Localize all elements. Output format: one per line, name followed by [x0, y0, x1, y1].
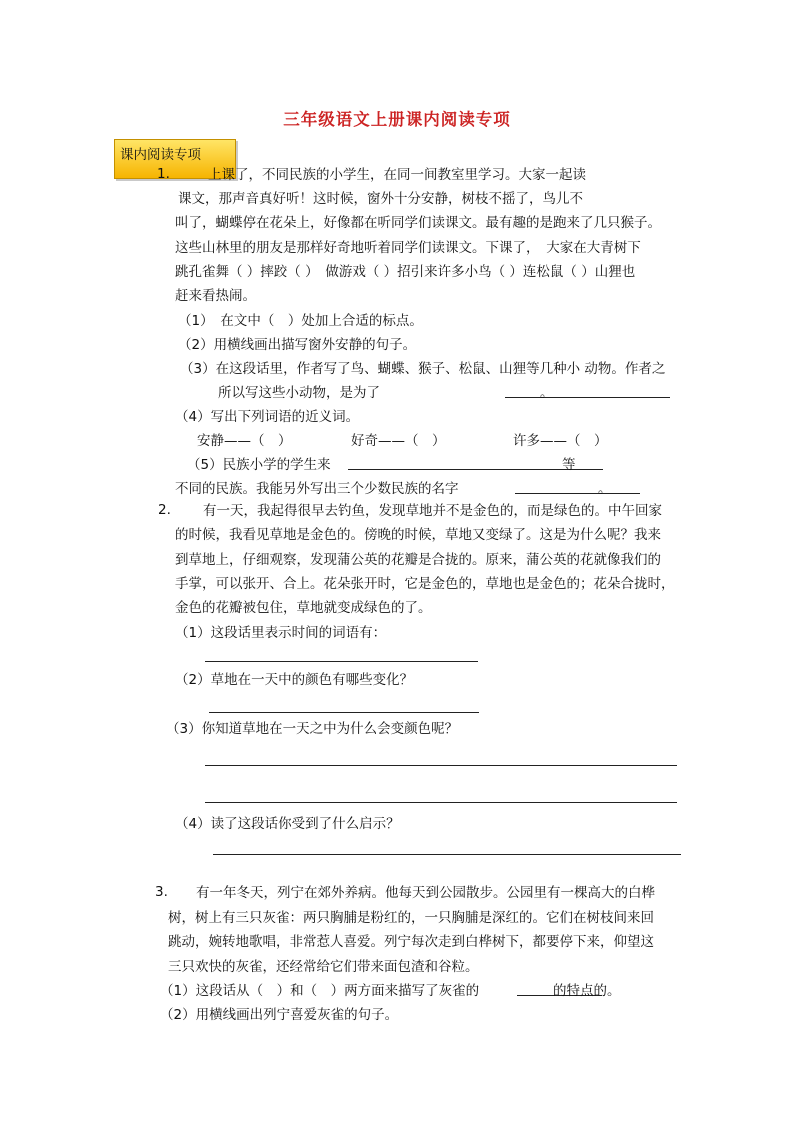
- q1-subquestion-3-cont: 所以写这些小动物，是为了: [218, 385, 380, 401]
- synonym-item-1: 安静——（ ）: [197, 433, 292, 449]
- q2-subquestion-3: （3）你知道草地在一天之中为什么会变颜色呢？: [166, 721, 459, 737]
- answer-line[interactable]: [205, 802, 677, 803]
- q1-subquestion-1: （1） 在文中（ ）处加上合适的标点。: [178, 313, 423, 329]
- q2-number: 2.: [158, 502, 171, 518]
- answer-line[interactable]: [205, 661, 478, 662]
- q1-paragraph-line: 跳孔雀舞（ ）摔跤（ ） 做游戏（ ）招引来许多小鸟（ ）连松鼠（ ）山狸也: [175, 264, 636, 280]
- q3-number: 3.: [155, 884, 168, 900]
- q1-s3-end: 。: [540, 385, 554, 401]
- q1-paragraph-line: 叫了，蝴蝶停在花朵上，好像都在听同学们读课文。最有趣的是跑来了几只猴子。: [175, 215, 661, 231]
- q3-s1-end: 的特点的。: [553, 983, 621, 999]
- q3-subquestion-2: （2）用横线画出列宁喜爱灰雀的句子。: [160, 1007, 399, 1023]
- q1-subquestion-5-cont: 不同的民族。我能另外写出三个少数民族的名字: [175, 481, 459, 497]
- q3-subquestion-1: （1）这段话从（ ）和（ ）两方面来描写了灰雀的: [160, 983, 480, 999]
- q1-s5-etc: 等: [562, 457, 576, 473]
- q1-subquestion-5: （5）民族小学的学生来: [187, 457, 331, 473]
- q2-subquestion-1: （1）这段话里表示时间的词语有：: [175, 625, 387, 641]
- answer-line[interactable]: [505, 397, 670, 398]
- section-tag-label: 课内阅读专项: [120, 147, 201, 163]
- q2-paragraph-line: 到草地上，仔细观察，发现蒲公英的花瓣是合拢的。原来，蒲公英的花就像我们的: [175, 552, 661, 568]
- q1-s5-end: 。: [598, 481, 612, 497]
- q1-paragraph-line: 赶来看热闹。: [175, 288, 256, 304]
- q2-paragraph-line: 金色的花瓣被包住，草地就变成绿色的了。: [175, 600, 432, 616]
- synonym-item-3: 许多——（ ）: [513, 433, 608, 449]
- q1-subquestion-4: （4）写出下列词语的近义词。: [175, 409, 360, 425]
- answer-line[interactable]: [213, 854, 681, 855]
- q1-paragraph-line: 这些山林里的朋友是那样好奇地听着同学们读课文。下课了， 大家在大青树下: [175, 240, 641, 256]
- synonym-item-2: 好奇——（ ）: [351, 433, 446, 449]
- answer-line[interactable]: [205, 765, 677, 766]
- answer-line[interactable]: [209, 712, 479, 713]
- q3-paragraph-line: 树，树上有三只灰雀：两只胸脯是粉红的，一只胸脯是深红的。它们在树枝间来回: [168, 910, 654, 926]
- q1-paragraph-line: 课文，那声音真好听！这时候，窗外十分安静，树枝不摇了，鸟儿不: [178, 191, 583, 207]
- q2-paragraph-line: 的时候，我看见草地是金色的。傍晚的时候，草地又变绿了。这是为什么呢？我来: [175, 527, 661, 543]
- q3-paragraph-line: 有一年冬天，列宁在郊外养病。他每天到公园散步。公园里有一棵高大的白桦: [196, 885, 655, 901]
- q2-subquestion-2: （2）草地在一天中的颜色有哪些变化？: [175, 672, 414, 688]
- q1-subquestion-2: （2）用横线画出描写窗外安静的句子。: [178, 337, 417, 353]
- q1-subquestion-3: （3）在这段话里，作者写了鸟、蝴蝶、猴子、松鼠、山狸等几种小 动物。作者之: [180, 361, 666, 377]
- q3-paragraph-line: 三只欢快的灰雀，还经常给它们带来面包渣和谷粒。: [168, 959, 479, 975]
- q2-subquestion-4: （4）读了这段话你受到了什么启示？: [175, 816, 400, 832]
- q1-paragraph-line: 上课了，不同民族的小学生，在同一间教室里学习。大家一起读: [208, 167, 586, 183]
- q2-paragraph-line: 有一天，我起得很早去钓鱼，发现草地并不是金色的，而是绿色的。中午回家: [203, 503, 662, 519]
- q1-number: 1.: [157, 166, 170, 182]
- q3-paragraph-line: 跳动，婉转地歌唱，非常惹人喜爱。列宁每次走到白桦树下，都要停下来，仰望这: [168, 934, 654, 950]
- page-title: 三年级语文上册课内阅读专项: [283, 110, 511, 129]
- q2-paragraph-line: 手掌，可以张开、合上。花朵张开时，它是金色的，草地也是金色的；花朵合拢时，: [175, 576, 675, 592]
- answer-line[interactable]: [515, 493, 640, 494]
